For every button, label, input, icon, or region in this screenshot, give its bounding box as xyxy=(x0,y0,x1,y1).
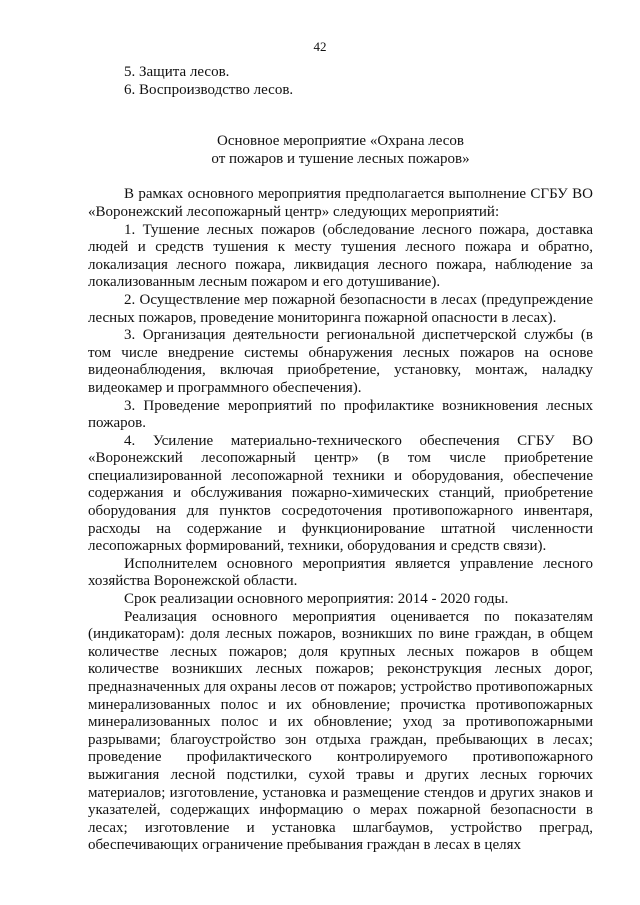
paragraph-intro: В рамках основного мероприятия предполагается выполнение СГБУ ВО «Воронежский лесопожарный центр» следующих мероприятий: xyxy=(88,186,593,220)
paragraph-item-4: 4. Усиление материально-технического обеспечения СГБУ ВО «Воронежский лесопожарный центр» (в том числе приобретение специализированной лесопожарной техники и оборудования, обеспечение содержания и обслуживания пожарно-химических станций, приобретение оборудования для пунктов сосредоточения противопожарного инвентаря, расходы на содержание и функционирование штатной численности лесопожарных формирований, техники, оборудования и средств связи). xyxy=(88,432,593,555)
section-title-line-2: от пожаров и тушение лесных пожаров» xyxy=(211,150,470,167)
paragraph-term: Срок реализации основного мероприятия: 2014 - 2020 годы. xyxy=(124,591,509,608)
page-number: 42 xyxy=(313,39,327,54)
section-title xyxy=(88,133,593,168)
page-content xyxy=(88,64,593,855)
paragraph-executor: Исполнителем основного мероприятия является управление лесного хозяйства Воронежской области. xyxy=(88,555,593,590)
paragraph-item-1: 1. Тушение лесных пожаров (обследование лесного пожара, доставка людей и средств тушения к месту тушения лесного пожара и обратно, локализация лесного пожара, ликвидация лесного пожара, наблюдение за локализованным лесным пожаром и его дотушивание). xyxy=(88,221,593,291)
paragraph-item-3a: 3. Организация деятельности региональной диспетчерской службы (в том числе внедрение системы обнаружения лесных пожаров на основе видеонаблюдения, включая приобретение, установку, монтаж, наладку видеокамер и программного обеспечения). xyxy=(88,327,593,396)
paragraph-item-3b: 3. Проведение мероприятий по профилактике возникновения лесных пожаров. xyxy=(88,397,593,432)
section-title-line-1: Основное мероприятие «Охрана лесов xyxy=(217,133,464,150)
paragraph-item-2: 2. Осуществление мер пожарной безопасности в лесах (предупреждение лесных пожаров, проведение мониторинга пожарной опасности в лесах). xyxy=(88,291,593,326)
list-item-protection: 5. Защита лесов. xyxy=(124,64,230,80)
paragraph-indicators: Реализация основного мероприятия оценивается по показателям (индикаторам): доля лесных пожаров, возникших по вине граждан, в общем количестве лесных пожаров; доля крупных лесных пожаров в общем количестве возникших лесных пожаров; реконструкция лесных дорог, предназначенных для охраны лесов от пожаров; устройство противопожарных минерализованных полос и их обновление; прочистка противопожарных минерализованных полос и их обновление; уход за противопожарными разрывами; благоустройство зон отдыха граждан, пребывающих в лесах; проведение профилактического контролируемого противопожарного выжигания лесной подстилки, сухой травы и других лесных горючих материалов; изготовление, установка и размещение стендов и других знаков и указателей, содержащих информацию о мерах пожарной безопасности в лесах; изготовление и установка шлагбаумов, устройство преград, обеспечивающих ограничение пребывания граждан в лесах в целях xyxy=(88,608,593,854)
list-item-reproduction: 6. Воспроизводство лесов. xyxy=(124,81,294,98)
